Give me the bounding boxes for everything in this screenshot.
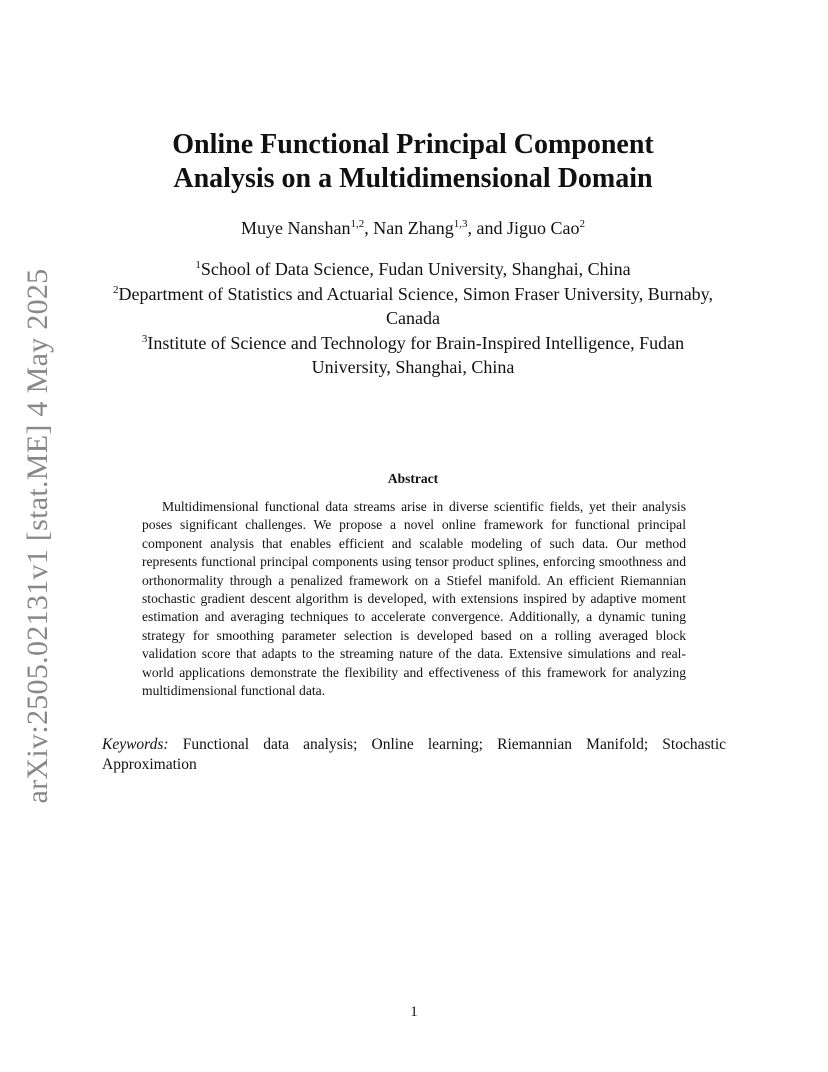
author-separator: ,: [364, 218, 374, 238]
keywords-text: Functional data analysis; Online learning; Riemannian Manifold; Stochastic Approximation: [102, 736, 727, 773]
author-affiliation-mark: 2: [579, 218, 585, 230]
author-separator: , and: [467, 218, 507, 238]
affiliation-item: [100, 331, 726, 380]
affiliation-mark: 2: [112, 283, 119, 296]
page-number: 1: [410, 1004, 418, 1020]
affiliation-mark: 3: [141, 332, 148, 345]
affiliation-text: Institute of Science and Technology for Brain-Inspired Intelligence, Fudan University, Shanghai, China: [147, 332, 685, 377]
author-affiliation-mark: 1,2: [350, 218, 365, 230]
affiliation-text: School of Data Science, Fudan University, Shanghai, China: [200, 259, 631, 279]
abstract-heading: Abstract: [387, 471, 439, 486]
paper-title: [100, 128, 726, 196]
affiliation-mark: 1: [195, 259, 201, 271]
author-list: [100, 216, 726, 240]
keywords-block: [102, 735, 726, 775]
author-name: Jiguo Cao: [506, 218, 580, 238]
abstract-text: Multidimensional functional data streams arise in diverse scientific fields, yet their analysis poses significant challenges. We propose a novel online framework for functional principal component analysis that enables efficient and scalable modeling of such data. Our method represents functional principal components using tensor product splines, enforcing smoothness and orthonormality through a penalized framework on a Stiefel manifold. An efficient Riemannian stochastic gradient descent algorithm is developed, with extensions inspired by adaptive moment estimation and averaging techniques to accelerate convergence. Additionally, a dynamic tuning strategy for smoothing parameter selection is developed based on a rolling averaged block validation score that adapts to the streaming nature of the data. Extensive simulations and real-world applications demonstrate the flexibility and effectiveness of this framework for analyzing multidimensional functional data.: [142, 499, 686, 699]
affiliation-text: Department of Statistics and Actuarial Science, Simon Fraser University, Burnaby, Canada: [118, 283, 714, 328]
keywords-label: Keywords:: [102, 736, 169, 753]
author-name: Muye Nanshan: [241, 218, 351, 238]
paper-title-line-1: Online Functional Principal Component: [172, 129, 654, 160]
affiliation-item: [100, 257, 726, 282]
arxiv-identifier-stamp: arXiv:2505.02131v1 [stat.ME] 4 May 2025: [21, 268, 54, 804]
paper-title-line-2: Analysis on a Multidimensional Domain: [173, 163, 653, 194]
affiliation-item: [100, 282, 726, 331]
author-name: Nan Zhang: [373, 218, 454, 238]
author-affiliation-mark: 1,3: [453, 218, 468, 230]
affiliation-list: [100, 257, 726, 380]
